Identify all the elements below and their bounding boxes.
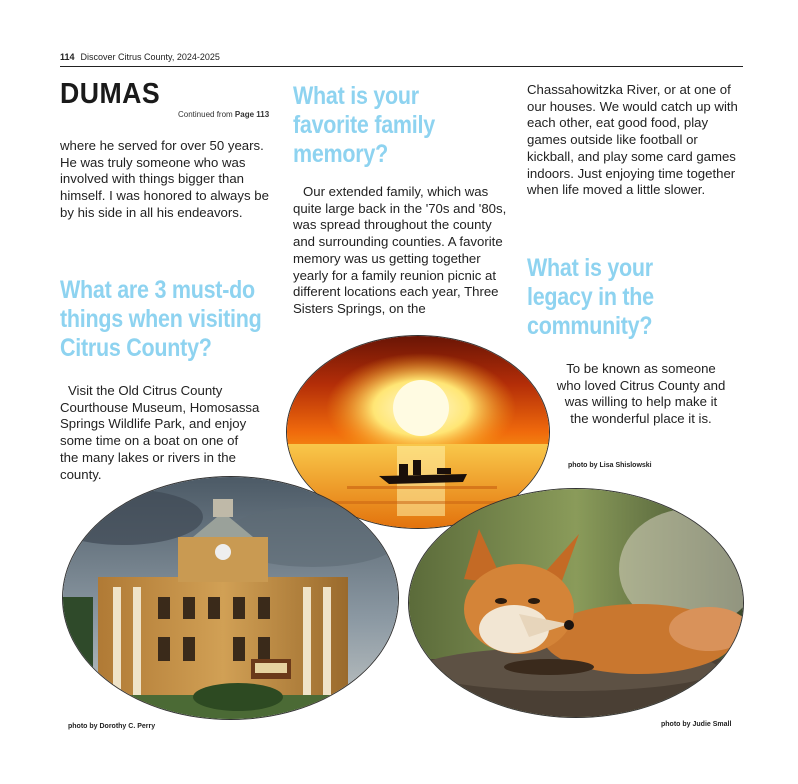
- courthouse-photo: [62, 476, 399, 720]
- fox-photo: [408, 488, 744, 718]
- red-fox-image: [409, 489, 743, 717]
- col1-answer: Visit the Old Citrus County Courthouse Museum, Homosassa Springs Wildlife Park, and enjoy some time on a boat on one of the many lakes or rivers in the county.: [60, 383, 260, 482]
- page-folio: [60, 52, 220, 62]
- col1-intro: where he served for over 50 years. He was truly someone who was involved with things bigger than himself. I was honored to always be by his side in all his endeavors.: [60, 138, 269, 220]
- col2-answer: Our extended family, which was quite large back in the '70s and '80s, was spread throughout the county and surrounding counties. A favorite memory was us getting together yearly for a family reunion picnic at different locations each year, Three Sisters Springs, on the: [293, 184, 507, 316]
- page-number: 114: [60, 52, 75, 62]
- continued-note: Continued from Page 113: [178, 110, 270, 119]
- col2-heading: What is your favorite family memory?: [293, 82, 435, 168]
- article-title: DUMAS: [60, 78, 161, 110]
- fox-photo-credit: photo by Judie Small: [661, 721, 732, 728]
- courthouse-image: [63, 477, 398, 719]
- col3-continuation: Chassahowitzka River, or at one of our houses. We would catch up with each other, eat good food, play games outside like football or kickball, and play some card games indoors. Just enjoying time together when life moved a little slower.: [527, 82, 738, 198]
- header-rule: [60, 66, 743, 67]
- col3-heading: What is your legacy in the community?: [527, 254, 654, 340]
- col3-answer: To be known as someone who loved Citrus County and was willing to help make it the wonderful place it is.: [556, 361, 726, 427]
- sunset-photo-credit: photo by Lisa Shislowski: [568, 462, 652, 469]
- publication-name: Discover Citrus County, 2024-2025: [80, 52, 220, 62]
- col1-heading: What are 3 must-do things when visiting Citrus County?: [60, 276, 262, 362]
- courthouse-photo-credit: photo by Dorothy C. Perry: [68, 723, 156, 730]
